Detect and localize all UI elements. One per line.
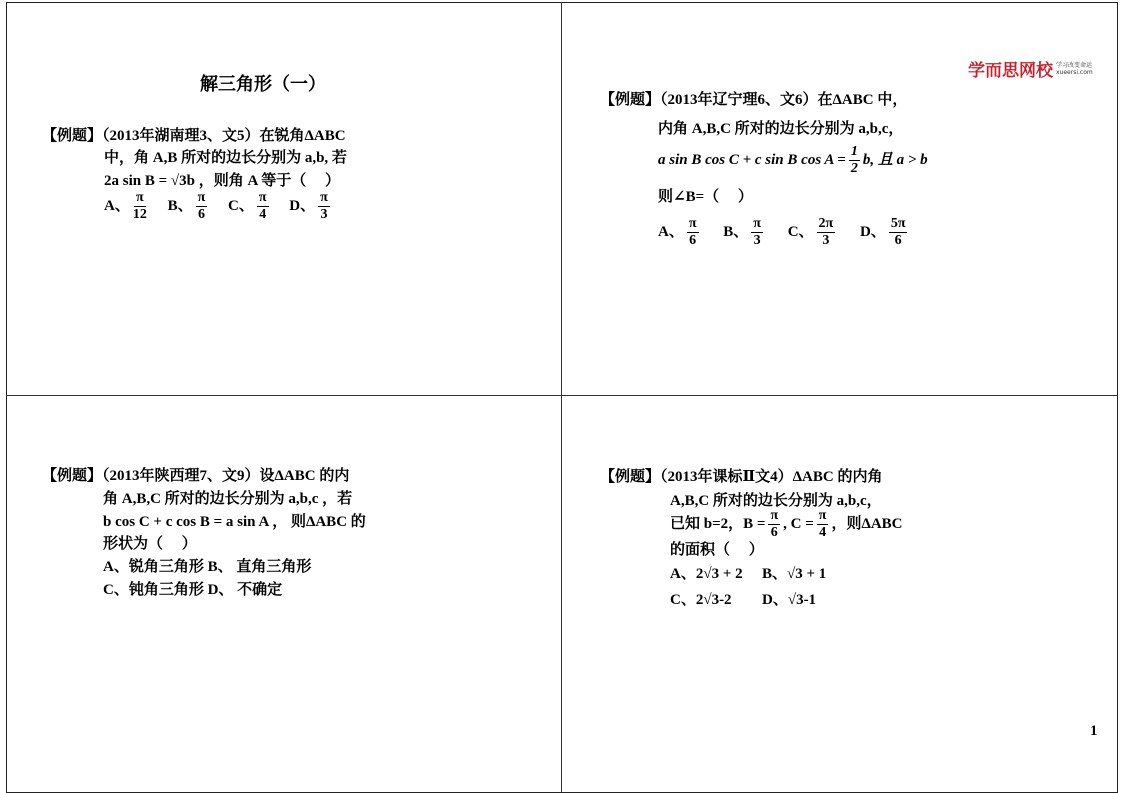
q3-source: （2013年陕西理7、文9）设ΔABC 的内 [102, 468, 350, 484]
vertical-divider [561, 2, 562, 792]
q4-source: （2013年课标Ⅱ文4）ΔABC 的内角 [660, 469, 883, 485]
xueersi-logo: 学而思网校 学习改变命运 xueersi.com [968, 61, 1093, 81]
q1-line1 [42, 127, 346, 145]
q4-line4: 的面积（ ） [670, 542, 764, 558]
q2-source: （2013年辽宁理6、文6）在ΔABC 中， [660, 92, 908, 108]
page-title: 解三角形（一） [200, 74, 326, 95]
q3-line3: b cos C + c cos B = a sin A ， 则ΔABC 的 [103, 514, 366, 530]
q4-options-ab [670, 565, 826, 583]
q1-options [104, 190, 347, 223]
option-d: D、 $\frac{\pi}{3}$ [289, 190, 328, 222]
option-c: C、 $\frac{\pi}{4}$ [228, 190, 267, 222]
q2-line2: 内角 A,B,C 所对的边长分别为 a,b,c， [658, 121, 904, 137]
q1-source: （2013年湖南理3、文5）在锐角ΔABC [102, 128, 346, 144]
option-a: A、 $\frac{\pi}{6}$ [658, 216, 697, 248]
q4-line3: 已知 b=2，B = $\frac{\pi}{6}$ , C = $\frac{\pi}{4}$ ，则ΔABC [670, 508, 903, 540]
q4-line1 [600, 468, 882, 486]
q4-line2: A,B,C 所对的边长分别为 a,b,c， [670, 493, 882, 509]
page-number: 1 [1090, 723, 1098, 739]
option-c: C、2√3-2 [670, 592, 732, 608]
option-d: D、 $\frac{5\pi}{6}$ [859, 216, 906, 248]
q2-options [658, 216, 924, 249]
q1-line2: 中，角 A,B 所对的边长分别为 a,b, 若 [104, 150, 347, 166]
q3-line1 [42, 467, 349, 485]
option-b: B、 $\frac{\pi}{3}$ [723, 216, 761, 248]
example-label: 【例题】 [42, 128, 103, 144]
horizontal-divider [6, 395, 1117, 396]
q2-line3: a sin B cos C + c sin B cos A = $\frac{1}{2}$ b, 且 a > b [658, 144, 928, 176]
q1-line3: 2a sin B = √3b ，则角 A 等于（ ） [104, 173, 340, 189]
option-d: D、√3-1 [762, 592, 817, 608]
q2-line4: 则∠B=（ ） [658, 189, 753, 205]
q3-options-cd: C、钝角三角形 D、 不确定 [103, 582, 283, 598]
example-label: 【例题】 [600, 92, 661, 108]
q3-line2: 角 A,B,C 所对的边长分别为 a,b,c ，若 [103, 491, 353, 507]
q2-line1 [600, 91, 907, 109]
option-b: B、 $\frac{\pi}{6}$ [167, 190, 206, 222]
q3-line4: 形状为（ ） [103, 536, 197, 552]
option-a: A、 $\frac{\pi}{12}$ [104, 190, 147, 222]
example-label: 【例题】 [42, 468, 103, 484]
q3-options-ab: A、锐角三角形 B、 直角三角形 [103, 559, 312, 575]
page-border [6, 2, 1118, 793]
example-label: 【例题】 [600, 469, 661, 485]
option-b: B、√3 + 1 [762, 566, 827, 582]
option-c: C、 $\frac{2\pi}{3}$ [787, 216, 834, 248]
q4-options-cd [670, 591, 816, 609]
option-a: A、2√3 + 2 [670, 566, 743, 582]
